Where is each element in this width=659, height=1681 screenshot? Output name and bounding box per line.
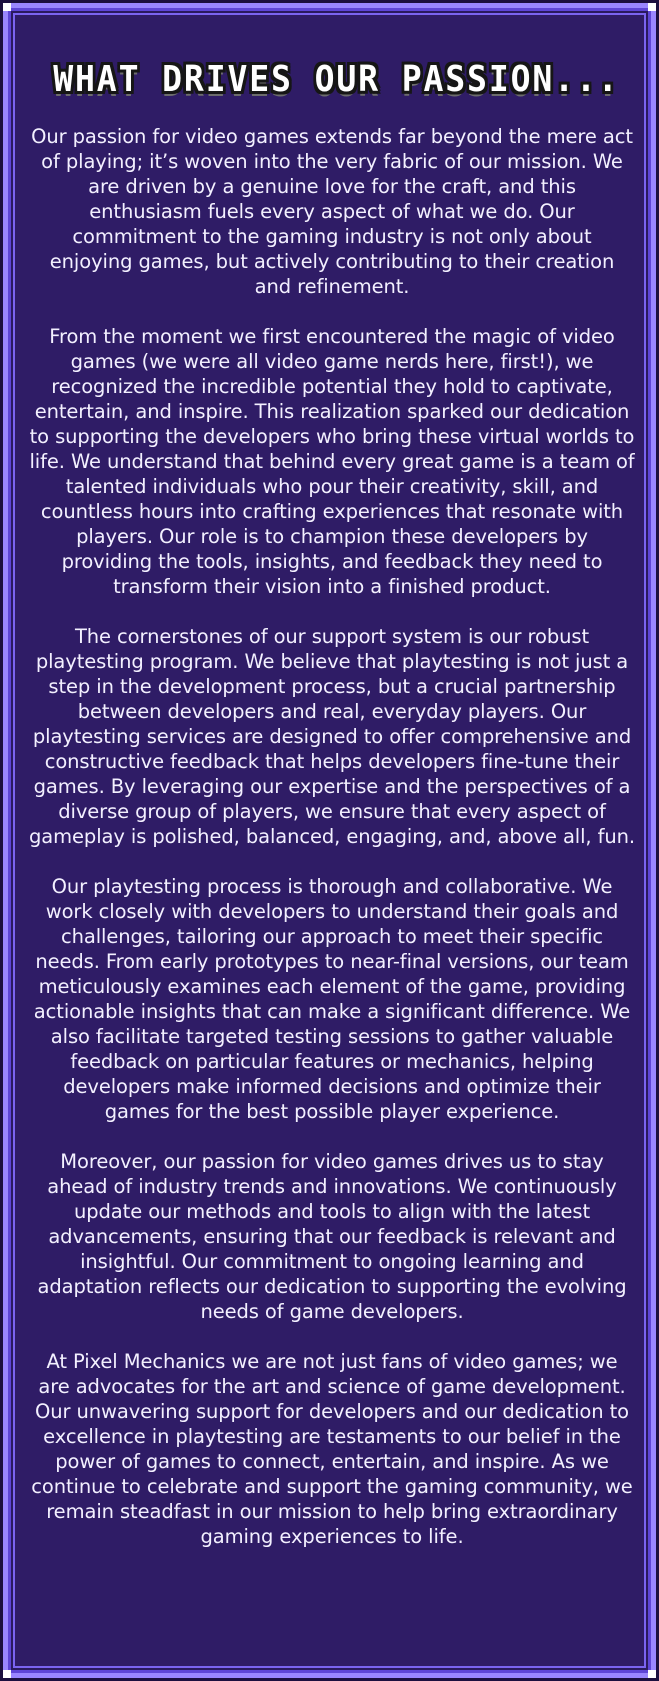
paragraph-playtesting-program: The cornerstones of our support system is our robust playtesting program. We believe that playtesting is not just a step in the development process, but a crucial partnership between developers and real, everyday players. Our playtesting services are designed to offer comprehensive and constructive feedback that helps developers fine-tune their games. By leveraging our expertise and the perspectives of a diverse group of players, we ensure that every aspect of gameplay is polished, balanced, engaging, and, above all, fun.	[29, 625, 636, 848]
panel-content	[29, 58, 635, 1574]
panel-corner-bottom-left	[3, 1670, 11, 1678]
paragraph-intro: Our passion for video games extends far beyond the mere act of playing; it’s woven into the very fabric of our mission. We are driven by a genuine love for the craft, and this enthusiasm fuels every aspect of what we do. Our commitment to the gaming industry is not only about enjoying games, but actively contributing to their creation and refinement.	[31, 125, 633, 298]
paragraph-playtesting-process: Our playtesting process is thorough and collaborative. We work closely with developers to understand their goals and challenges, tailoring our approach to meet their specific needs. From early prototypes to near-final versions, our team meticulously examines each element of the game, providing actionable insights that can make a significant difference. We also facilitate targeted testing sessions to gather valuable feedback on particular features or mechanics, helping developers make informed decisions and optimize their games for the best possible player experience.	[33, 875, 631, 1123]
page-title: WHAT DRIVES OUR PASSION...	[53, 59, 620, 100]
panel-corner-bottom-right	[648, 1670, 656, 1678]
paragraph-origin: From the moment we first encountered the magic of video games (we were all video game nerds here, first!), we recognized the incredible potential they hold to captivate, entertain, and inspire. This realization sparked our dedication to supporting the developers who bring these virtual worlds to life. We understand that behind every great game is a team of talented individuals who pour their creativity, skill, and countless hours into crafting experiences that resonate with players. Our role is to champion these developers by providing the tools, insights, and feedback they need to transform their vision into a finished product.	[29, 325, 635, 598]
panel-corner-top-right	[648, 3, 656, 11]
panel-corner-top-left	[3, 3, 11, 11]
paragraph-innovation: Moreover, our passion for video games drives us to stay ahead of industry trends and innovations. We continuously update our methods and tools to align with the latest advancements, ensuring that our feedback is relevant and insightful. Our commitment to ongoing learning and adaptation reflects our dedication to supporting the evolving needs of game developers.	[37, 1150, 627, 1323]
paragraph-closing: At Pixel Mechanics we are not just fans of video games; we are advocates for the art and science of game development. Our unwavering support for developers and our dedication to excellence in playtesting are testaments to our belief in the power of games to connect, entertain, and inspire. As we continue to celebrate and support the gaming community, we remain steadfast in our mission to help bring extraordinary gaming experiences to life.	[31, 1350, 633, 1548]
